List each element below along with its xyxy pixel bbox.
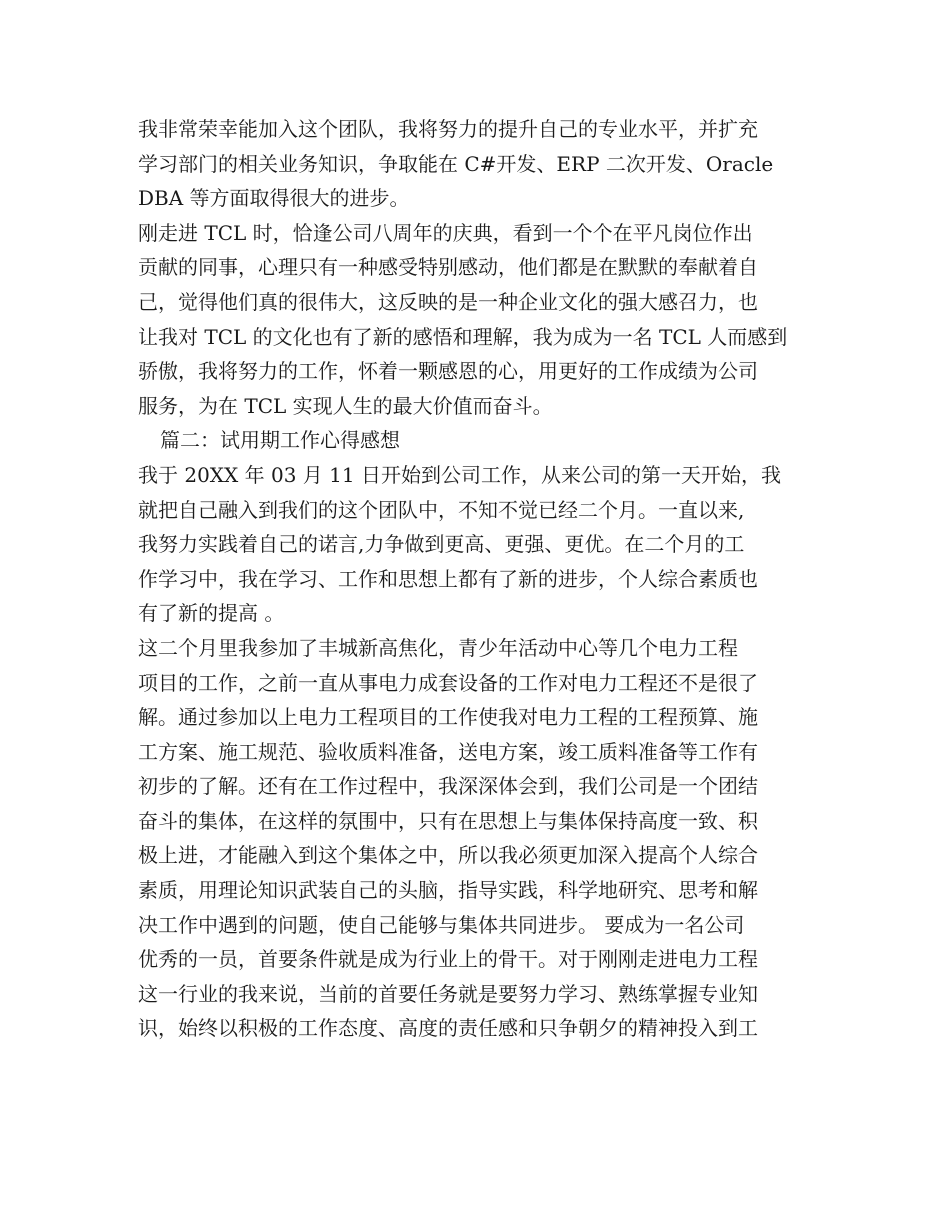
text-line: DBA 等方面取得很大的进步。	[138, 186, 410, 211]
text-line: 我努力实践着自己的诺言,力争做到更高、更强、更优。在二个月的工	[138, 532, 745, 557]
text-line: 让我对 TCL 的文化也有了新的感悟和理解，我为成为一名 TCL 人而感到	[138, 324, 788, 349]
text-line: 贡献的同事，心理只有一种感受特别感动，他们都是在默默的奉献着自	[138, 255, 758, 280]
document-body	[138, 112, 814, 1046]
text-line: 这二个月里我参加了丰城新高焦化，青少年活动中心等几个电力工程	[138, 635, 738, 660]
text-line: 我于 20XX 年 03 月 11 日开始到公司工作，从来公司的第一天开始，我	[138, 462, 781, 487]
text-line: 优秀的一员，首要条件就是成为行业上的骨干。对于刚刚走进电力工程	[138, 947, 758, 972]
text-line: 作学习中，我在学习、工作和思想上都有了新的进步，个人综合素质也	[138, 566, 758, 591]
text-line: 工方案、施工规范、验收质料准备，送电方案，竣工质料准备等工作有	[138, 739, 758, 764]
text-line: 项目的工作，之前一直从事电力成套设备的工作对电力工程还不是很了	[138, 670, 758, 695]
text-line: 素质，用理论知识武装自己的头脑，指导实践，科学地研究、思考和解	[138, 878, 758, 903]
text-line: 奋斗的集体，在这样的氛围中，只有在思想上与集体保持高度一致、积	[138, 808, 758, 833]
text-line: 这一行业的我来说，当前的首要任务就是要努力学习、熟练掌握专业知	[138, 981, 758, 1006]
text-line: 我非常荣幸能加入这个团队，我将努力的提升自己的专业水平，并扩充	[138, 117, 758, 141]
text-line: 就把自己融入到我们的这个团队中，不知不觉已经二个月。一直以来,	[138, 497, 745, 522]
text-line: 识，始终以积极的工作态度、高度的责任感和只争朝夕的精神投入到工	[138, 1016, 758, 1041]
text-line: 决工作中遇到的问题，使自己能够与集体共同进步。 要成为一名公司	[138, 912, 745, 937]
text-line: 刚走进 TCL 时，恰逢公司八周年的庆典，看到一个个在平凡岗位作出	[138, 220, 753, 245]
section-heading: 篇二：试用期工作心得感想	[160, 428, 400, 453]
text-line: 己，觉得他们真的很伟大，这反映的是一种企业文化的强大感召力，也	[138, 289, 758, 314]
text-line: 骄傲，我将努力的工作，怀着一颗感恩的心，用更好的工作成绩为公司	[138, 359, 758, 384]
text-line: 初步的了解。还有在工作过程中，我深深体会到，我们公司是一个团结	[138, 774, 758, 799]
text-line: 极上进，才能融入到这个集体之中，所以我必须更加深入提高个人综合	[138, 843, 758, 868]
text-line: 解。通过参加以上电力工程项目的工作使我对电力工程的工程预算、施	[138, 705, 758, 730]
text-line: 服务，为在 TCL 实现人生的最大价值而奋斗。	[138, 393, 553, 418]
text-line: 学习部门的相关业务知识，争取能在 C#开发、ERP 二次开发、Oracle	[138, 151, 774, 176]
text-line: 有了新的提高 。	[138, 601, 285, 626]
